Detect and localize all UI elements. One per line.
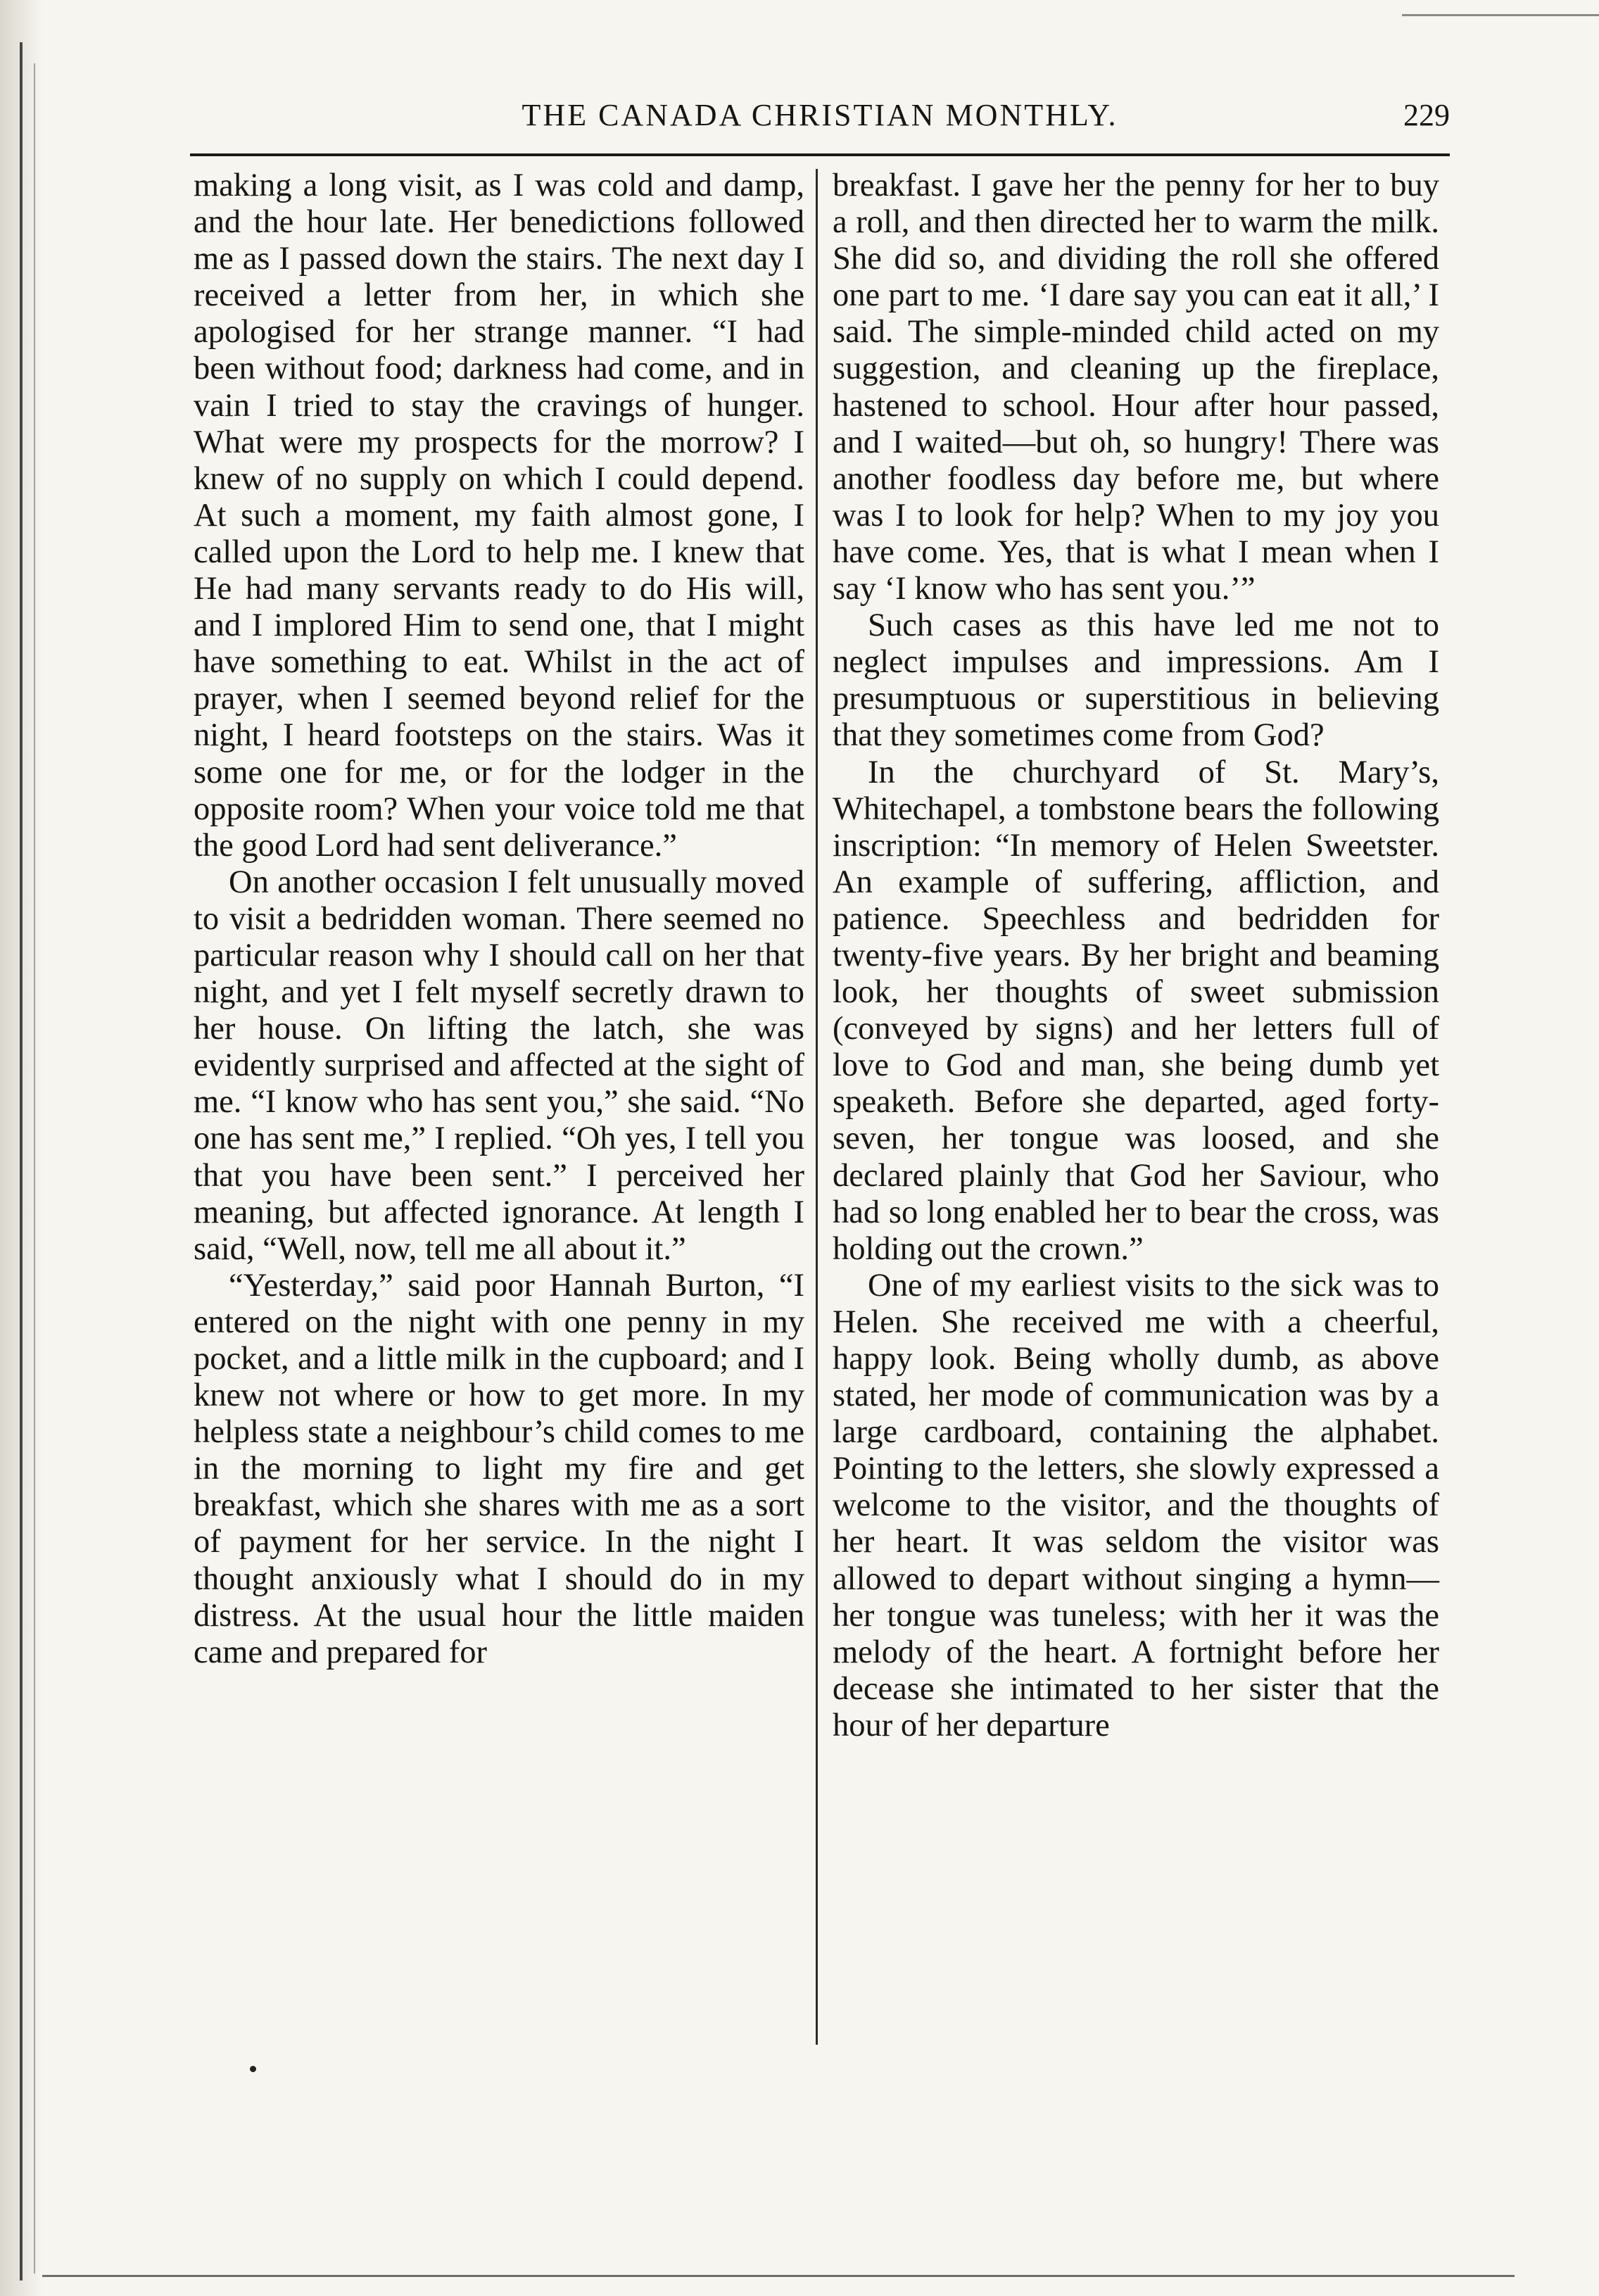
running-title: THE CANADA CHRISTIAN MONTHLY. — [522, 98, 1118, 132]
paragraph-continued: making a long visit, as I was cold and damp, and the hour late. Her benedictions followed me as I passed down the stairs. The next day I received a letter from her, in which she apologised for her strange manner. “I had been without food; darkness had come, and in vain I tried to stay the cravings of hunger. What were my prospects for the morrow? I knew of no supply on which I could depend. At such a moment, my faith almost gone, I called upon the Lord to help me. I knew that He had many servants ready to do His will, and I implored Him to send one, that I might have something to eat. Whilst in the act of prayer, when I seemed beyond relief for the night, I heard footsteps on the stairs. Was it some one for me, or for the lodger in the opposite room? When your voice told me that the good Lord had sent deliverance.” — [194, 168, 804, 864]
right-column — [833, 168, 1439, 1744]
page-number: 229 — [1403, 98, 1450, 132]
page-edge-bottom — [42, 2275, 1515, 2277]
scan-border-line — [20, 42, 23, 2281]
paragraph-continued: breakfast. I gave her the penny for her to buy a roll, and then directed her to warm the milk. She did so, and dividing the roll she offered one part to me. ‘I dare say you can eat it all,’ I said. The simple-minded child acted on my suggestion, and cleaning up the fireplace, hastened to school. Hour after hour passed, and I waited—but oh, so hungry! There was another foodless day before me, but where was I to look for help? When to my joy you have come. Yes, that is what I mean when I say ‘I know who has sent you.’” — [833, 168, 1439, 607]
paragraph: One of my earliest visits to the sick was to Helen. She received me with a cheerful, happy look. Being wholly dumb, as above stated, her mode of communication was by a large cardboard, containing the alphabet. Pointing to the letters, she slowly expressed a welcome to the visitor, and the thoughts of her heart. It was seldom the visitor was allowed to depart without singing a hymn—her tongue was tuneless; with her it was the melody of the heart. A fortnight before her decease she intimated to her sister that the hour of her departure — [833, 1267, 1439, 1743]
page-edge-top — [1402, 14, 1599, 16]
paragraph: Such cases as this have led me not to neglect impulses and impressions. Am I presumptuous or superstitious in believing that they sometimes come from God? — [833, 607, 1439, 754]
scan-border-line-inner — [34, 63, 35, 2273]
left-column — [194, 168, 804, 1671]
header-rule — [190, 153, 1450, 156]
paragraph: “Yesterday,” said poor Hannah Burton, “I entered on the night with one penny in my pocket, and a little milk in the cupboard; and I knew not where or how to get more. In my helpless state a neighbour’s child comes to me in the morning to light my fire and get breakfast, which she shares with me as a sort of payment for her service. In the night I thought anxiously what I should do in my distress. At the usual hour the little maiden came and prepared for — [194, 1267, 804, 1670]
paragraph: In the churchyard of St. Mary’s, Whitechapel, a tombstone bears the following inscription: “In memory of Helen Sweetster. An example of suffering, affliction, and patience. Speechless and bedridden for twenty-five years. By her bright and beaming look, her thoughts of sweet submission (conveyed by signs) and her letters full of love to God and man, she being dumb yet speaketh. Before she departed, aged forty-seven, her tongue was loosed, and she declared plainly that God her Saviour, who had so long enabled her to bear the cross, was holding out the crown.” — [833, 754, 1439, 1267]
running-head — [190, 92, 1450, 141]
column-divider — [816, 169, 818, 2045]
paragraph: On another occasion I felt unusually moved to visit a bedridden woman. There seemed no particular reason why I should call on her that night, and yet I felt myself secretly drawn to her house. On lifting the latch, she was evidently surprised and affected at the sight of me. “I know who has sent you,” she said. “No one has sent me,” I replied. “Oh yes, I tell you that you have been sent.” I perceived her meaning, but affected ignorance. At length I said, “Well, now, tell me all about it.” — [194, 864, 804, 1267]
ink-speck — [250, 2066, 256, 2072]
